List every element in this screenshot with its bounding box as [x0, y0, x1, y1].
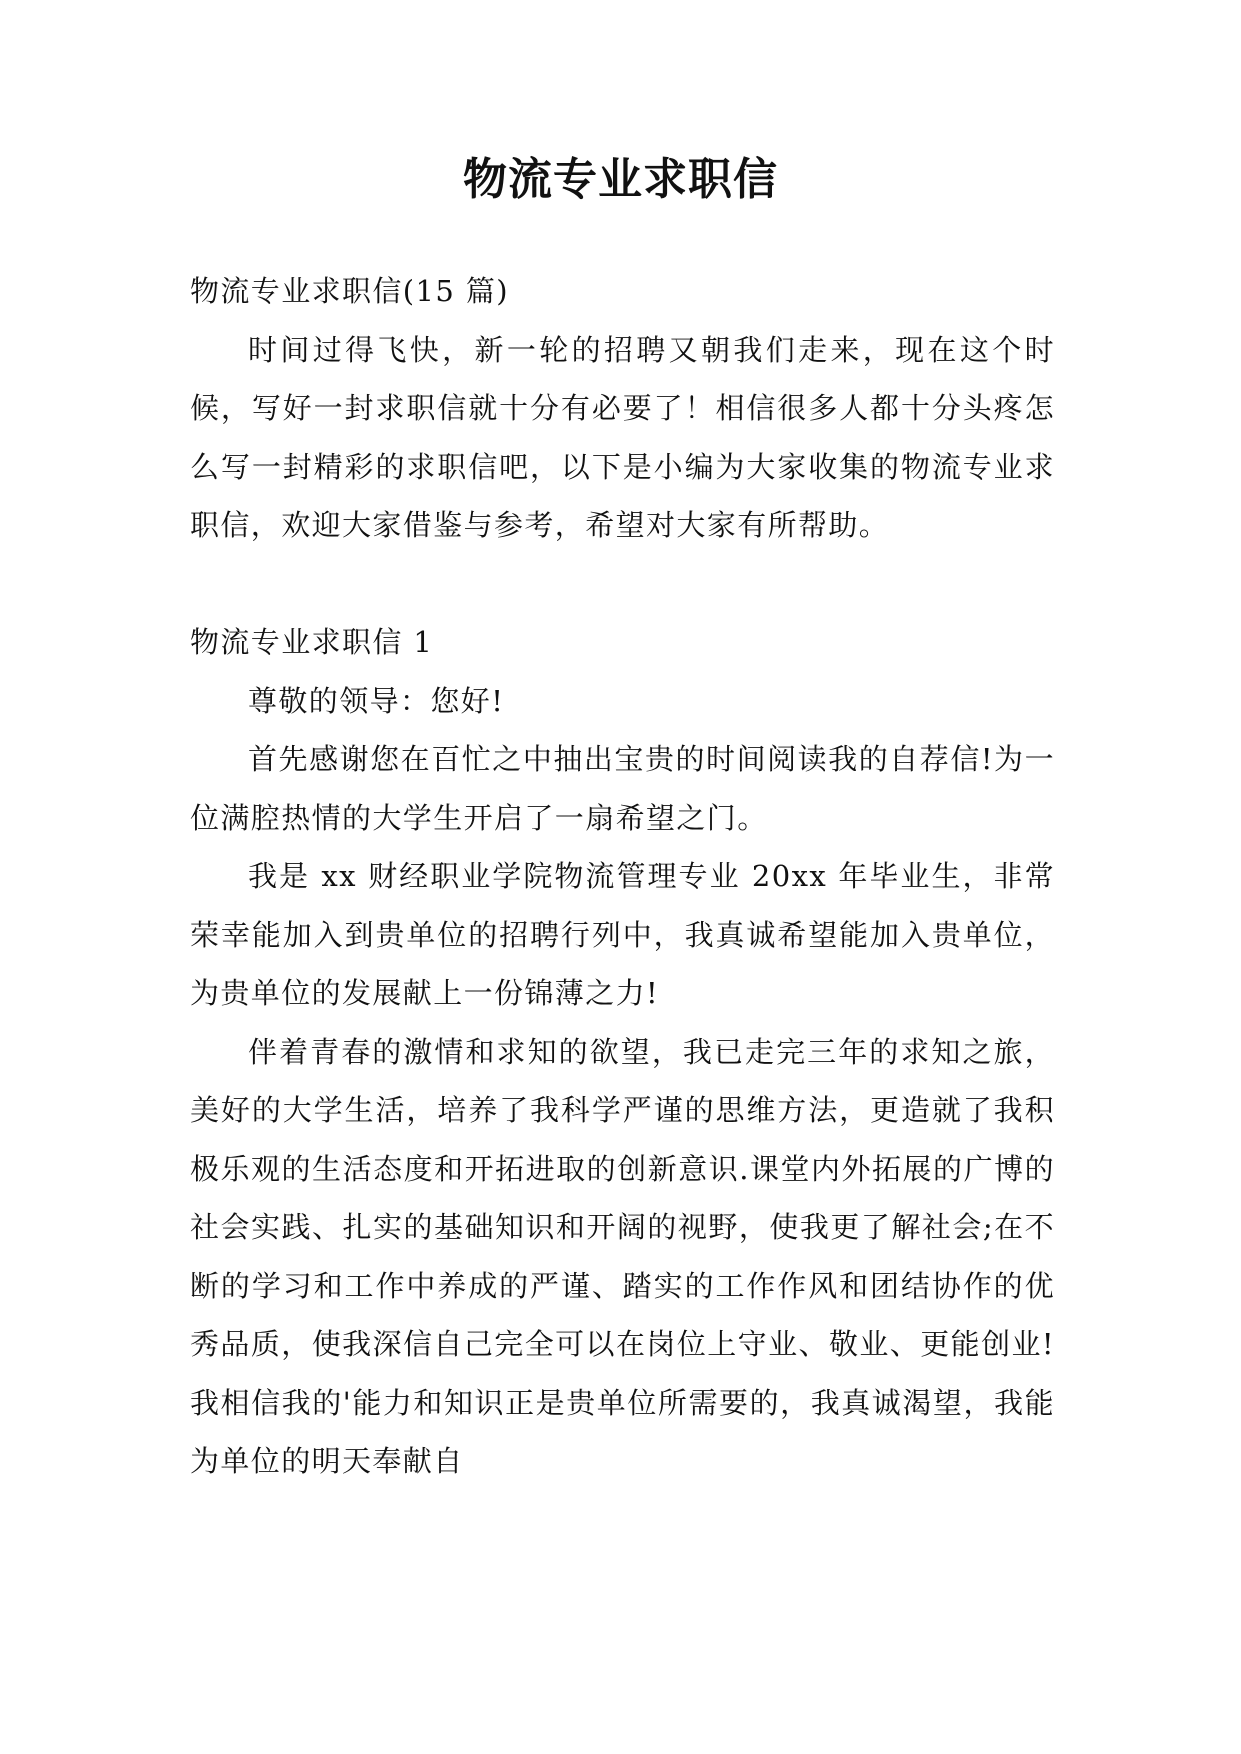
- intro-paragraph: 时间过得飞快，新一轮的招聘又朝我们走来，现在这个时候，写好一封求职信就十分有必要了！相信很多人都十分头疼怎么写一封精彩的求职信吧，以下是小编为大家收集的物流专业求职信，欢迎大家借鉴与参考，希望对大家有所帮助。: [190, 332, 1055, 542]
- letter-paragraph: 我是 xx 财经职业学院物流管理专业 20xx 年毕业生，非常荣幸能加入到贵单位的招聘行列中，我真诚希望能加入贵单位，为贵单位的发展献上一份锦薄之力!: [190, 859, 1055, 1010]
- document-body: [190, 262, 1055, 1491]
- letter-paragraph: 首先感谢您在百忙之中抽出宝贵的时间阅读我的自荐信!为一位满腔热情的大学生开启了一扇希望之门。: [190, 742, 1055, 835]
- letter-paragraph: 伴着青春的激情和求知的欲望，我已走完三年的求知之旅，美好的大学生活，培养了我科学严谨的思维方法，更造就了我积极乐观的生活态度和开拓进取的创新意识.课堂内外拓展的广博的社会实践、扎实的基础知识和开阔的视野，使我更了解社会;在不断的学习和工作中养成的严谨、踏实的工作作风和团结协作的优秀品质，使我深信自己完全可以在岗位上守业、敬业、更能创业!我相信我的'能力和知识正是贵单位所需要的，我真诚渴望，我能为单位的明天奉献自: [190, 1034, 1055, 1478]
- intro-heading: 物流专业求职信(15 篇): [190, 274, 509, 308]
- letter-salutation: 尊敬的领导：您好!: [248, 683, 505, 718]
- document-title: 物流专业求职信: [463, 154, 778, 205]
- letter-heading: 物流专业求职信 1: [190, 625, 434, 659]
- section-spacer: [190, 555, 1055, 614]
